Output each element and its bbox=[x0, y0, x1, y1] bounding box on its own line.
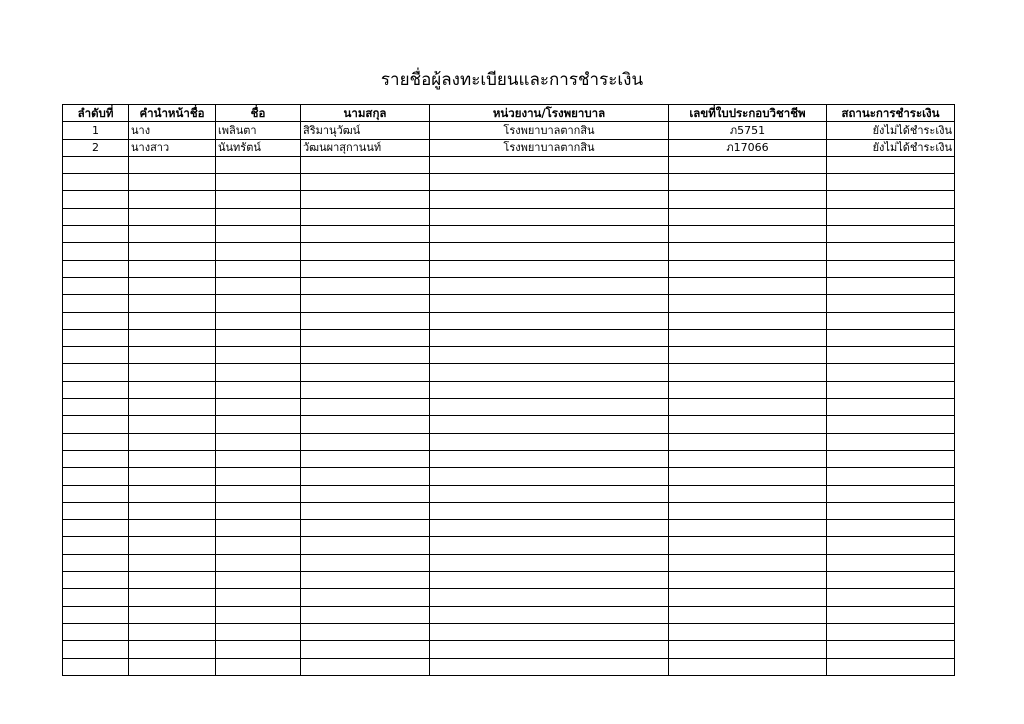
empty-cell bbox=[669, 416, 827, 433]
empty-cell bbox=[669, 468, 827, 485]
empty-cell bbox=[827, 191, 955, 208]
cell-last-name: วัฒนผาสุกานนท์ bbox=[301, 139, 430, 156]
empty-cell bbox=[827, 174, 955, 191]
empty-cell bbox=[301, 174, 430, 191]
empty-cell bbox=[430, 468, 669, 485]
empty-cell bbox=[827, 381, 955, 398]
empty-cell bbox=[669, 347, 827, 364]
empty-cell bbox=[669, 364, 827, 381]
empty-cell bbox=[216, 295, 301, 312]
empty-cell bbox=[63, 295, 129, 312]
empty-cell bbox=[129, 537, 216, 554]
empty-cell bbox=[216, 208, 301, 225]
empty-cell bbox=[63, 243, 129, 260]
cell-payment-status: ยังไม่ได้ชำระเงิน bbox=[827, 139, 955, 156]
header-payment-status: สถานะการชำระเงิน bbox=[827, 105, 955, 122]
empty-cell bbox=[301, 502, 430, 519]
empty-cell bbox=[827, 554, 955, 571]
empty-cell bbox=[63, 433, 129, 450]
empty-cell bbox=[129, 416, 216, 433]
empty-row bbox=[63, 572, 955, 589]
empty-cell bbox=[129, 641, 216, 658]
empty-row bbox=[63, 485, 955, 502]
empty-cell bbox=[430, 191, 669, 208]
empty-row bbox=[63, 260, 955, 277]
empty-cell bbox=[129, 347, 216, 364]
empty-cell bbox=[129, 606, 216, 623]
empty-cell bbox=[430, 572, 669, 589]
empty-cell bbox=[827, 329, 955, 346]
empty-cell bbox=[63, 502, 129, 519]
empty-cell bbox=[669, 502, 827, 519]
empty-row bbox=[63, 658, 955, 675]
empty-row bbox=[63, 399, 955, 416]
empty-row bbox=[63, 156, 955, 173]
empty-row bbox=[63, 520, 955, 537]
empty-cell bbox=[301, 208, 430, 225]
empty-cell bbox=[301, 277, 430, 294]
empty-cell bbox=[129, 589, 216, 606]
empty-cell bbox=[827, 502, 955, 519]
empty-cell bbox=[63, 260, 129, 277]
empty-cell bbox=[301, 226, 430, 243]
empty-cell bbox=[129, 658, 216, 675]
empty-cell bbox=[301, 312, 430, 329]
empty-cell bbox=[216, 364, 301, 381]
empty-row bbox=[63, 226, 955, 243]
empty-cell bbox=[430, 174, 669, 191]
table-header-row bbox=[63, 105, 955, 122]
cell-organization: โรงพยาบาลตากสิน bbox=[430, 122, 669, 139]
empty-row bbox=[63, 243, 955, 260]
cell-organization: โรงพยาบาลตากสิน bbox=[430, 139, 669, 156]
empty-cell bbox=[301, 381, 430, 398]
empty-cell bbox=[216, 554, 301, 571]
empty-cell bbox=[216, 502, 301, 519]
empty-cell bbox=[430, 554, 669, 571]
empty-cell bbox=[301, 572, 430, 589]
empty-cell bbox=[63, 191, 129, 208]
empty-cell bbox=[430, 347, 669, 364]
empty-cell bbox=[216, 606, 301, 623]
empty-cell bbox=[669, 156, 827, 173]
empty-cell bbox=[301, 468, 430, 485]
empty-cell bbox=[430, 450, 669, 467]
empty-row bbox=[63, 468, 955, 485]
empty-row bbox=[63, 174, 955, 191]
empty-cell bbox=[216, 572, 301, 589]
empty-row bbox=[63, 191, 955, 208]
empty-cell bbox=[669, 260, 827, 277]
empty-cell bbox=[669, 623, 827, 640]
empty-cell bbox=[63, 623, 129, 640]
empty-cell bbox=[430, 658, 669, 675]
empty-row bbox=[63, 329, 955, 346]
empty-cell bbox=[63, 641, 129, 658]
empty-cell bbox=[827, 243, 955, 260]
empty-cell bbox=[129, 468, 216, 485]
empty-cell bbox=[669, 641, 827, 658]
empty-cell bbox=[63, 174, 129, 191]
empty-cell bbox=[430, 623, 669, 640]
empty-row bbox=[63, 208, 955, 225]
empty-cell bbox=[216, 450, 301, 467]
empty-cell bbox=[827, 450, 955, 467]
empty-cell bbox=[301, 156, 430, 173]
empty-cell bbox=[301, 589, 430, 606]
cell-license: ภ5751 bbox=[669, 122, 827, 139]
empty-cell bbox=[430, 243, 669, 260]
empty-cell bbox=[129, 243, 216, 260]
empty-cell bbox=[301, 606, 430, 623]
empty-cell bbox=[430, 589, 669, 606]
cell-number: 1 bbox=[63, 122, 129, 139]
empty-cell bbox=[63, 208, 129, 225]
empty-cell bbox=[669, 399, 827, 416]
cell-number: 2 bbox=[63, 139, 129, 156]
empty-cell bbox=[301, 329, 430, 346]
empty-cell bbox=[430, 641, 669, 658]
empty-cell bbox=[216, 191, 301, 208]
empty-cell bbox=[129, 381, 216, 398]
empty-cell bbox=[827, 295, 955, 312]
empty-cell bbox=[129, 191, 216, 208]
header-license: เลขที่ใบประกอบวิชาชีพ bbox=[669, 105, 827, 122]
empty-cell bbox=[63, 485, 129, 502]
table-row bbox=[63, 139, 955, 156]
empty-cell bbox=[63, 468, 129, 485]
empty-cell bbox=[430, 364, 669, 381]
empty-cell bbox=[827, 260, 955, 277]
empty-cell bbox=[216, 277, 301, 294]
empty-cell bbox=[216, 641, 301, 658]
table-row bbox=[63, 122, 955, 139]
empty-cell bbox=[216, 381, 301, 398]
cell-first-name: เพลินตา bbox=[216, 122, 301, 139]
empty-cell bbox=[129, 433, 216, 450]
empty-cell bbox=[430, 277, 669, 294]
empty-cell bbox=[129, 399, 216, 416]
empty-cell bbox=[430, 485, 669, 502]
empty-row bbox=[63, 589, 955, 606]
header-prefix: คำนำหน้าชื่อ bbox=[129, 105, 216, 122]
empty-cell bbox=[669, 174, 827, 191]
empty-cell bbox=[827, 537, 955, 554]
empty-cell bbox=[430, 537, 669, 554]
empty-cell bbox=[129, 364, 216, 381]
empty-cell bbox=[430, 329, 669, 346]
empty-cell bbox=[63, 156, 129, 173]
empty-cell bbox=[301, 347, 430, 364]
empty-cell bbox=[63, 312, 129, 329]
empty-cell bbox=[129, 312, 216, 329]
empty-cell bbox=[216, 260, 301, 277]
empty-cell bbox=[63, 347, 129, 364]
empty-row bbox=[63, 433, 955, 450]
empty-row bbox=[63, 347, 955, 364]
empty-cell bbox=[216, 174, 301, 191]
empty-row bbox=[63, 554, 955, 571]
empty-cell bbox=[301, 433, 430, 450]
empty-cell bbox=[216, 623, 301, 640]
empty-row bbox=[63, 450, 955, 467]
empty-cell bbox=[430, 399, 669, 416]
empty-cell bbox=[216, 485, 301, 502]
empty-cell bbox=[827, 641, 955, 658]
empty-cell bbox=[216, 347, 301, 364]
empty-cell bbox=[827, 156, 955, 173]
empty-cell bbox=[669, 295, 827, 312]
header-number: ลำดับที่ bbox=[63, 105, 129, 122]
empty-cell bbox=[301, 364, 430, 381]
empty-cell bbox=[827, 589, 955, 606]
cell-license: ภ17066 bbox=[669, 139, 827, 156]
header-organization: หน่วยงาน/โรงพยาบาล bbox=[430, 105, 669, 122]
cell-prefix: นางสาว bbox=[129, 139, 216, 156]
empty-cell bbox=[669, 589, 827, 606]
table-body bbox=[63, 122, 955, 676]
empty-cell bbox=[216, 520, 301, 537]
empty-cell bbox=[827, 416, 955, 433]
empty-cell bbox=[301, 450, 430, 467]
empty-cell bbox=[669, 312, 827, 329]
empty-cell bbox=[430, 381, 669, 398]
empty-cell bbox=[129, 208, 216, 225]
empty-row bbox=[63, 416, 955, 433]
empty-cell bbox=[669, 450, 827, 467]
empty-cell bbox=[827, 277, 955, 294]
empty-cell bbox=[827, 520, 955, 537]
empty-cell bbox=[63, 520, 129, 537]
empty-cell bbox=[63, 381, 129, 398]
empty-cell bbox=[216, 312, 301, 329]
empty-row bbox=[63, 641, 955, 658]
empty-cell bbox=[216, 329, 301, 346]
empty-cell bbox=[63, 606, 129, 623]
empty-cell bbox=[129, 485, 216, 502]
empty-cell bbox=[129, 520, 216, 537]
empty-row bbox=[63, 537, 955, 554]
cell-last-name: สิริมานุวัฒน์ bbox=[301, 122, 430, 139]
cell-payment-status: ยังไม่ได้ชำระเงิน bbox=[827, 122, 955, 139]
empty-row bbox=[63, 606, 955, 623]
empty-cell bbox=[129, 623, 216, 640]
empty-cell bbox=[827, 433, 955, 450]
registration-table bbox=[62, 104, 955, 676]
empty-cell bbox=[63, 329, 129, 346]
empty-row bbox=[63, 381, 955, 398]
empty-cell bbox=[216, 226, 301, 243]
empty-cell bbox=[669, 381, 827, 398]
empty-cell bbox=[430, 312, 669, 329]
empty-cell bbox=[669, 208, 827, 225]
empty-cell bbox=[301, 243, 430, 260]
empty-cell bbox=[216, 399, 301, 416]
empty-cell bbox=[216, 537, 301, 554]
empty-row bbox=[63, 277, 955, 294]
empty-cell bbox=[216, 156, 301, 173]
empty-cell bbox=[430, 295, 669, 312]
empty-cell bbox=[827, 658, 955, 675]
empty-cell bbox=[301, 520, 430, 537]
empty-cell bbox=[669, 537, 827, 554]
empty-cell bbox=[216, 433, 301, 450]
empty-cell bbox=[827, 208, 955, 225]
empty-cell bbox=[301, 485, 430, 502]
empty-cell bbox=[430, 502, 669, 519]
empty-cell bbox=[301, 641, 430, 658]
empty-cell bbox=[301, 623, 430, 640]
empty-cell bbox=[63, 450, 129, 467]
empty-cell bbox=[301, 295, 430, 312]
empty-cell bbox=[63, 589, 129, 606]
empty-cell bbox=[827, 347, 955, 364]
empty-cell bbox=[63, 554, 129, 571]
empty-cell bbox=[669, 226, 827, 243]
empty-cell bbox=[827, 606, 955, 623]
empty-cell bbox=[669, 433, 827, 450]
empty-cell bbox=[129, 226, 216, 243]
empty-row bbox=[63, 502, 955, 519]
empty-cell bbox=[216, 468, 301, 485]
empty-cell bbox=[301, 399, 430, 416]
empty-cell bbox=[216, 658, 301, 675]
empty-cell bbox=[301, 658, 430, 675]
empty-cell bbox=[827, 485, 955, 502]
header-first-name: ชื่อ bbox=[216, 105, 301, 122]
empty-cell bbox=[129, 295, 216, 312]
empty-cell bbox=[63, 416, 129, 433]
empty-cell bbox=[430, 208, 669, 225]
cell-prefix: นาง bbox=[129, 122, 216, 139]
empty-cell bbox=[669, 554, 827, 571]
empty-cell bbox=[669, 243, 827, 260]
empty-cell bbox=[63, 537, 129, 554]
empty-row bbox=[63, 295, 955, 312]
empty-cell bbox=[301, 260, 430, 277]
empty-cell bbox=[827, 468, 955, 485]
empty-cell bbox=[129, 502, 216, 519]
empty-cell bbox=[301, 537, 430, 554]
empty-cell bbox=[63, 572, 129, 589]
empty-cell bbox=[129, 572, 216, 589]
empty-cell bbox=[669, 485, 827, 502]
empty-cell bbox=[827, 399, 955, 416]
empty-cell bbox=[129, 174, 216, 191]
empty-cell bbox=[827, 312, 955, 329]
empty-cell bbox=[430, 156, 669, 173]
empty-cell bbox=[827, 623, 955, 640]
empty-cell bbox=[129, 260, 216, 277]
empty-cell bbox=[669, 520, 827, 537]
empty-cell bbox=[63, 364, 129, 381]
empty-cell bbox=[301, 416, 430, 433]
cell-first-name: นันทรัตน์ bbox=[216, 139, 301, 156]
empty-cell bbox=[669, 606, 827, 623]
empty-cell bbox=[669, 658, 827, 675]
empty-cell bbox=[63, 658, 129, 675]
empty-cell bbox=[129, 450, 216, 467]
empty-cell bbox=[669, 572, 827, 589]
empty-row bbox=[63, 364, 955, 381]
empty-cell bbox=[430, 416, 669, 433]
empty-cell bbox=[827, 226, 955, 243]
empty-cell bbox=[129, 329, 216, 346]
empty-cell bbox=[216, 416, 301, 433]
empty-cell bbox=[669, 329, 827, 346]
empty-cell bbox=[669, 191, 827, 208]
empty-row bbox=[63, 312, 955, 329]
empty-cell bbox=[827, 364, 955, 381]
empty-cell bbox=[301, 554, 430, 571]
empty-cell bbox=[216, 589, 301, 606]
empty-cell bbox=[669, 277, 827, 294]
empty-cell bbox=[301, 191, 430, 208]
empty-cell bbox=[216, 243, 301, 260]
empty-cell bbox=[430, 433, 669, 450]
empty-cell bbox=[430, 260, 669, 277]
empty-cell bbox=[430, 606, 669, 623]
document-title: รายชื่อผู้ลงทะเบียนและการชำระเงิน bbox=[380, 70, 644, 90]
empty-cell bbox=[129, 554, 216, 571]
empty-cell bbox=[827, 572, 955, 589]
empty-cell bbox=[430, 520, 669, 537]
empty-cell bbox=[63, 277, 129, 294]
empty-cell bbox=[63, 226, 129, 243]
empty-cell bbox=[129, 277, 216, 294]
header-last-name: นามสกุล bbox=[301, 105, 430, 122]
empty-cell bbox=[129, 156, 216, 173]
empty-cell bbox=[430, 226, 669, 243]
empty-row bbox=[63, 623, 955, 640]
empty-cell bbox=[63, 399, 129, 416]
